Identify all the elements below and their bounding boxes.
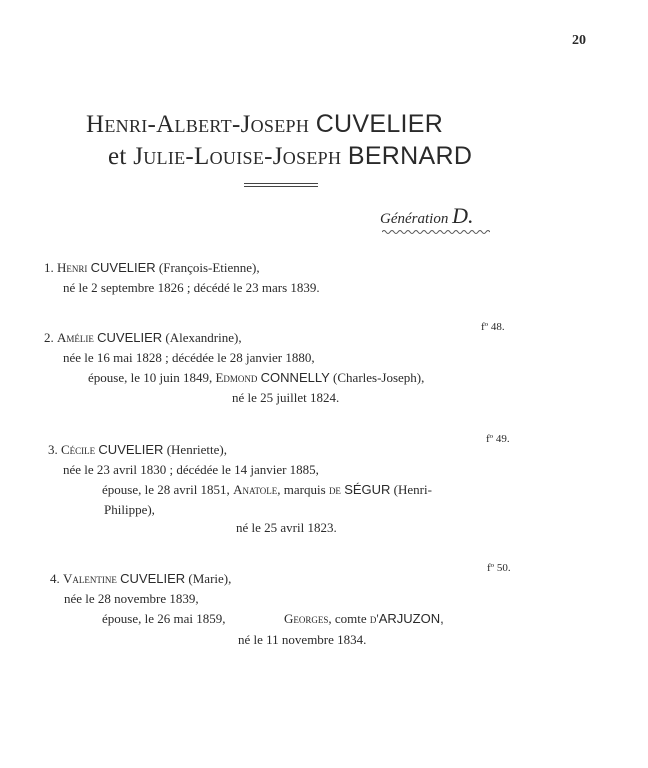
spouse-surname: SÉGUR xyxy=(344,482,391,497)
marriage-date: épouse, le 26 mai 1859, xyxy=(102,611,226,626)
entry-2-folio: fº 48. xyxy=(481,321,505,333)
page-number: 20 xyxy=(572,33,586,48)
entry-surname: CUVELIER xyxy=(97,330,163,345)
spouse-given-name: Georges xyxy=(283,611,329,626)
spouse-particle: de xyxy=(328,482,341,497)
entry-2-header xyxy=(44,330,242,346)
entry-names: (Marie), xyxy=(188,571,232,586)
double-rule-bottom xyxy=(244,186,318,187)
entry-3-birth: née le 23 avril 1830 ; décédée le 14 janvier 1885, xyxy=(63,462,319,477)
heading-line-2 xyxy=(108,142,472,171)
entry-number: 1. xyxy=(44,260,54,275)
entry-3-spouse-birth: né le 25 avril 1823. xyxy=(236,520,337,535)
entry-2-birth: née le 16 mai 1828 ; décédée le 28 janvier 1880, xyxy=(63,350,315,365)
entry-4-birth: née le 28 novembre 1839, xyxy=(64,591,199,606)
entry-surname: CUVELIER xyxy=(120,571,186,586)
entry-2-marriage xyxy=(88,370,424,386)
marriage-date: épouse, le 10 juin 1849, xyxy=(88,370,213,385)
spouse-given-name: Anatole xyxy=(233,482,278,497)
spouse-particle: d' xyxy=(369,611,379,626)
entry-3-spouse-names-cont: Philippe), xyxy=(104,502,155,517)
spouse-names: (Charles-Joseph), xyxy=(333,370,425,385)
entry-given-name: Valentine xyxy=(63,571,117,586)
generation-letter: D. xyxy=(452,203,474,228)
heading-line-1 xyxy=(86,110,443,139)
heading-surname-1: CUVELIER xyxy=(315,110,444,138)
entry-names: (Alexandrine), xyxy=(165,330,242,345)
entry-4-spouse-birth: né le 11 novembre 1834. xyxy=(238,632,367,647)
entry-1-header xyxy=(44,260,260,276)
entry-3-folio: fº 49. xyxy=(486,433,510,445)
entry-number: 4. xyxy=(50,571,60,586)
marriage-date: épouse, le 28 avril 1851, xyxy=(102,482,230,497)
heading-given-names-1: Henri-Albert-Joseph xyxy=(86,111,310,138)
entry-surname: CUVELIER xyxy=(98,442,164,457)
spouse-given-name: Edmond xyxy=(215,370,258,385)
entry-3-marriage xyxy=(102,482,432,498)
entry-given-name: Amélie xyxy=(57,330,94,345)
entry-surname: CUVELIER xyxy=(90,260,156,275)
spouse-title: , comte xyxy=(328,611,367,626)
heading-given-names-2: Julie-Louise-Joseph xyxy=(133,143,342,170)
wavy-underline xyxy=(382,229,490,235)
spouse-surname: CONNELLY xyxy=(260,370,330,385)
entry-2-spouse-birth: né le 25 juillet 1824. xyxy=(232,390,340,405)
generation-label xyxy=(380,203,473,229)
entry-number: 3. xyxy=(48,442,58,457)
spouse-surname: ARJUZON, xyxy=(378,611,444,626)
spouse-title: , marquis xyxy=(277,482,326,497)
entry-4-header xyxy=(50,571,231,587)
entry-given-name: Henri xyxy=(57,260,88,275)
entry-4-folio: fº 50. xyxy=(487,562,511,574)
heading-conjunction: et xyxy=(108,143,127,170)
entry-names: (Henriette), xyxy=(166,442,227,457)
entry-given-name: Cécile xyxy=(61,442,96,457)
entry-3-header xyxy=(48,442,227,458)
heading-surname-2: BERNARD xyxy=(347,142,473,170)
entry-names: (François-Etienne), xyxy=(158,260,260,275)
entry-4-marriage xyxy=(102,611,444,627)
generation-word: Génération xyxy=(380,211,449,227)
entry-number: 2. xyxy=(44,330,54,345)
spouse-names: (Henri- xyxy=(393,482,432,497)
double-rule-top xyxy=(244,183,318,184)
entry-1-birth: né le 2 septembre 1826 ; décédé le 23 mars 1839. xyxy=(63,280,320,295)
